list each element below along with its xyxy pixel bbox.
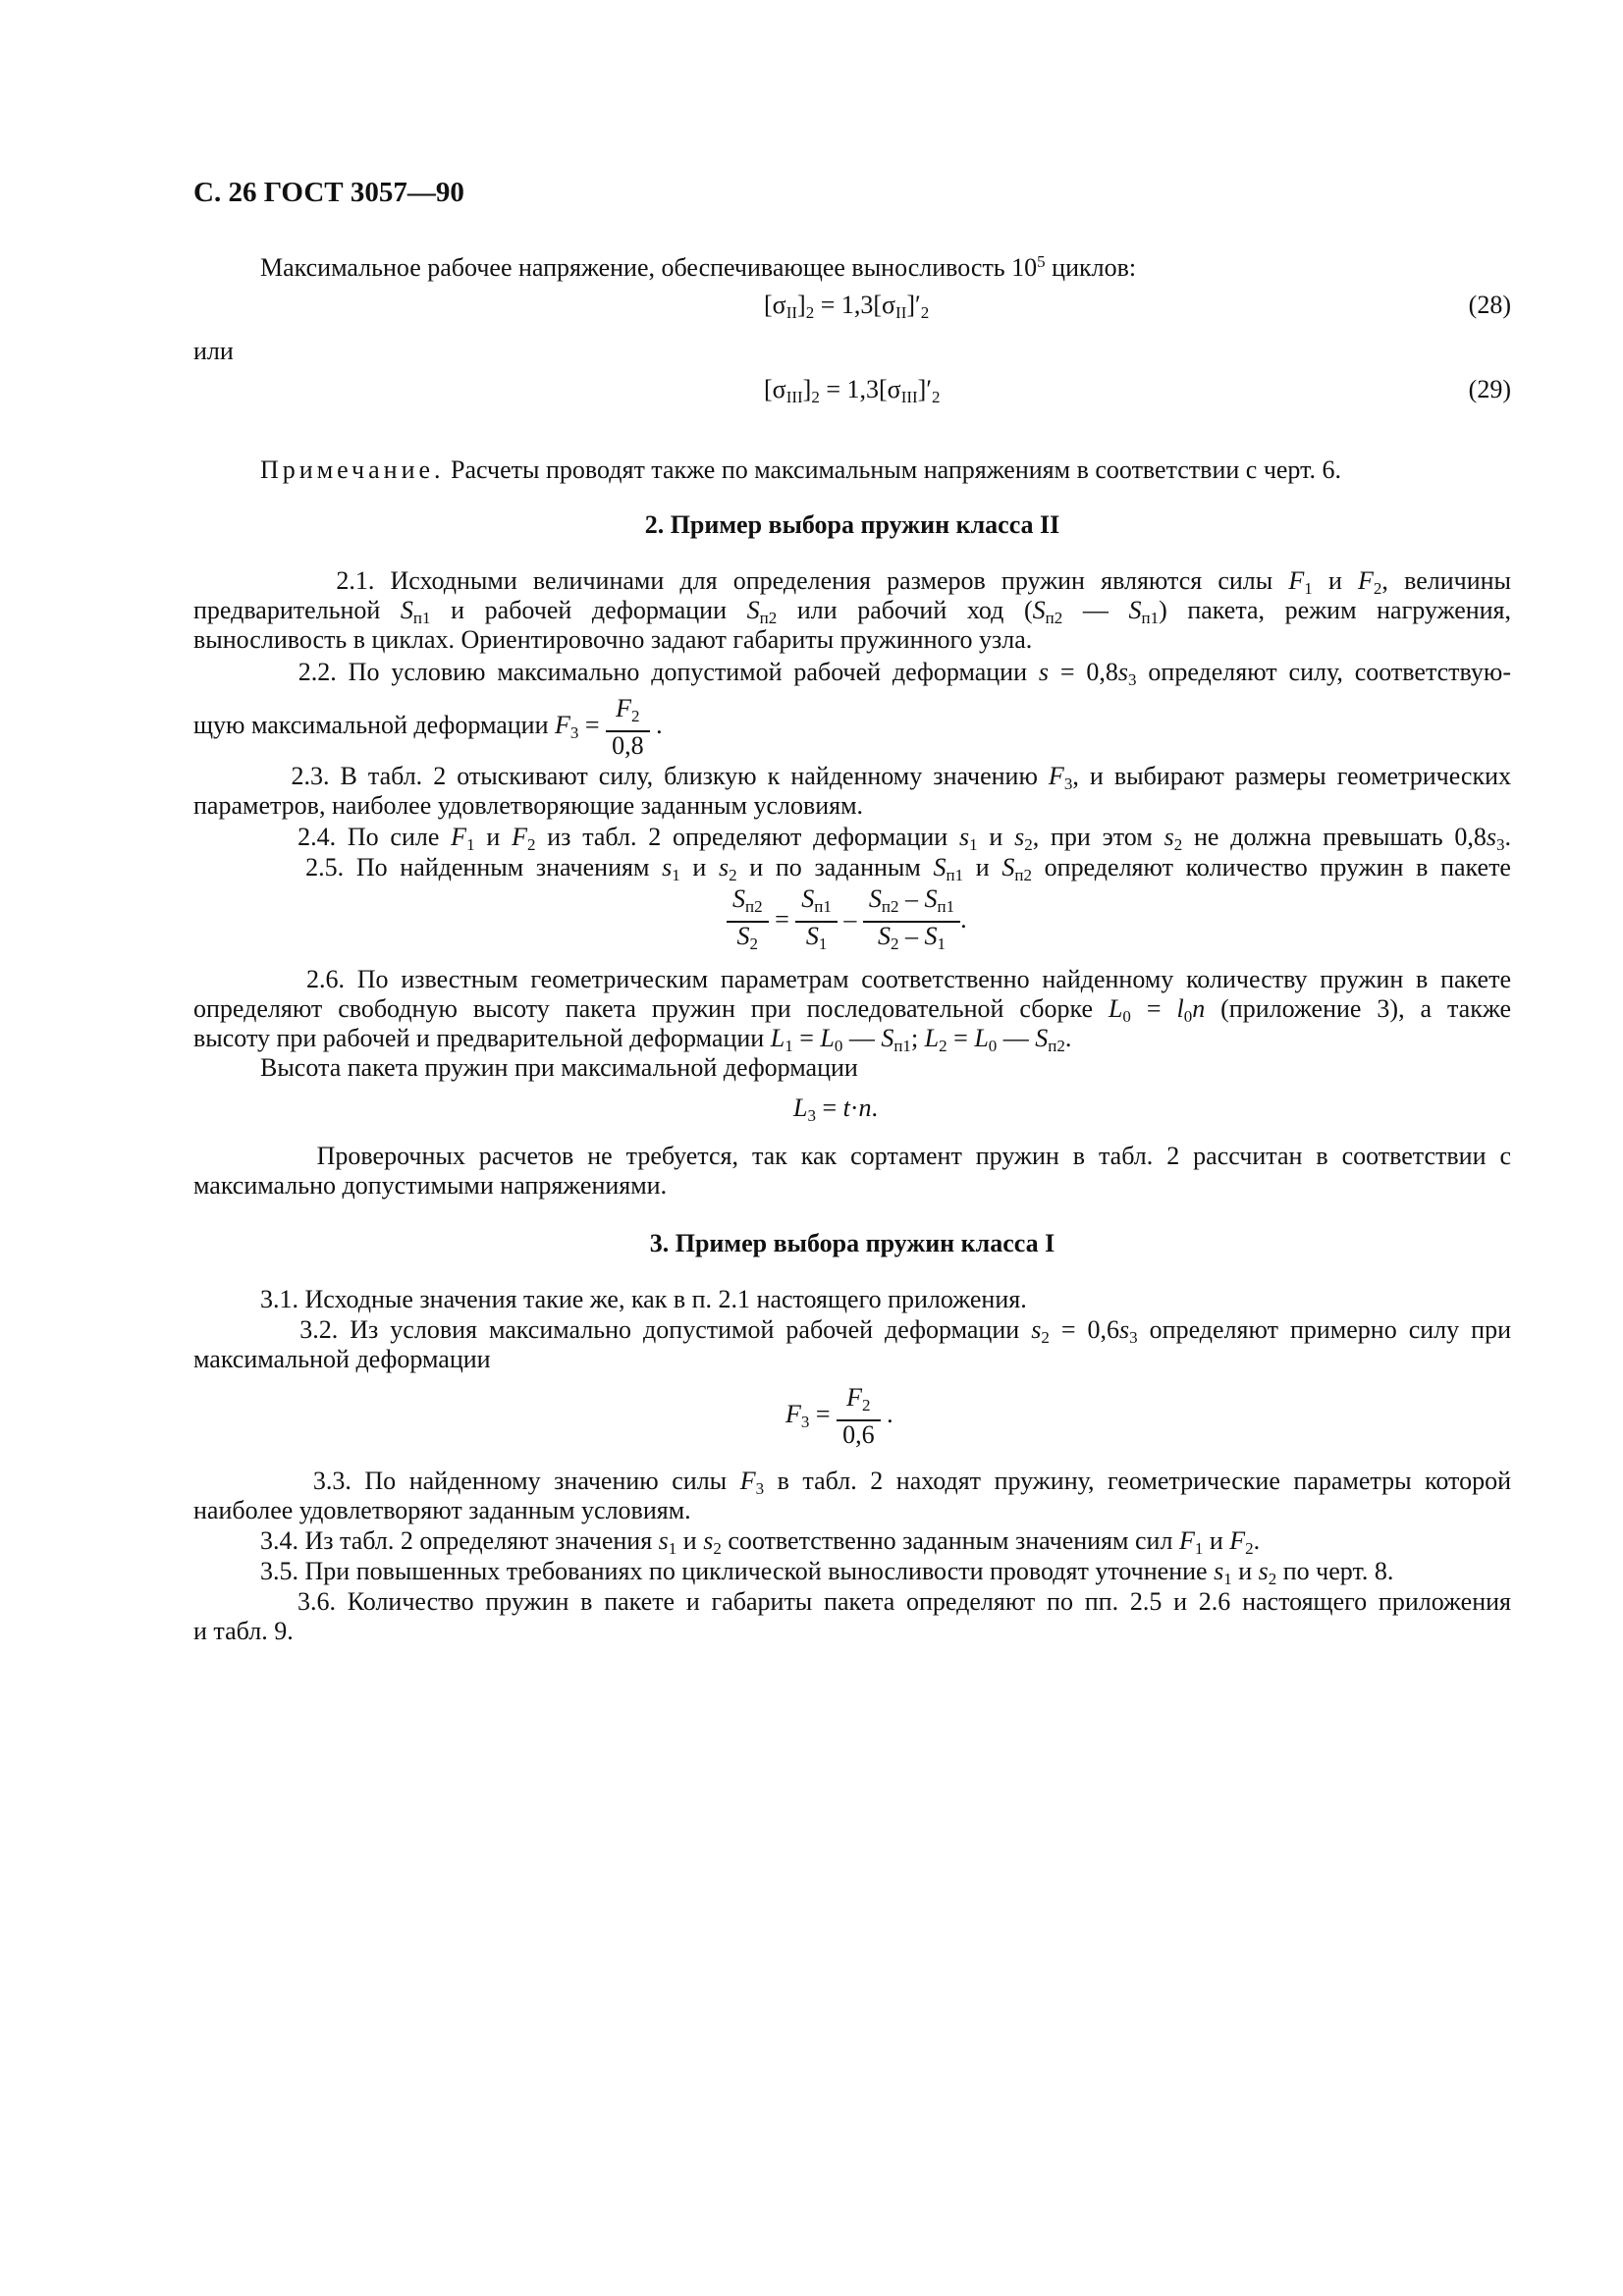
para-2-6-line3: высоту при рабочей и предварительной деформации $L_1 = L_0$ — $S_{п1}$; $L_2 = L_0$ — $S_{п2}$. — [193, 1024, 1072, 1055]
paragraph-intro: Максимальное рабочее напряжение, обеспечивающее выносливость $10^5$ циклов: — [260, 252, 1137, 282]
equation-L3: $L_3 = t\cdot n$. — [793, 1094, 879, 1125]
para-height: Высота пакета пружин при максимальной деформации — [260, 1053, 858, 1082]
para-3-3-line1: 3.3. По найденному значению силы $F_3$ в табл. 2 находят пружину, геометрические параметры которой — [193, 1467, 1511, 1498]
para-2-1-line2: предварительной $S_{п1}$ и рабочей деформации $S_{п2}$ или рабочий ход ($S_{п2}$ — $S_{п1}$) пакета, режим нагружения, — [193, 596, 1512, 627]
para-2-1-line3: выносливость в циклах. Ориентировочно задают габариты пружинного узла. — [193, 625, 1033, 654]
page-header: С. 26 ГОСТ 3057—90 — [193, 177, 464, 208]
para-2-6-line1: 2.6. По известным геометрическим параметрам соответственно найденному количеству пружин в пакете — [193, 965, 1511, 993]
para-2-4: 2.4. По силе $F_1$ и $F_2$ из табл. 2 определяют деформации $s_1$ и $s_2$, при этом $s_2$ не должна превышать $0,8s_3$. — [193, 823, 1511, 854]
para-2-5: 2.5. По найденным значениям $s_1$ и $s_2$ и по заданным $S_{п1}$ и $S_{п2}$ определяют количество пружин в пакете — [193, 853, 1511, 884]
equation-number-29: (29) — [1468, 375, 1511, 403]
para-3-6-line1: 3.6. Количество пружин в пакете и габариты пакета определяют по пп. 2.5 и 2.6 настоящего приложения — [297, 1587, 1512, 1616]
text-or: или — [193, 337, 234, 365]
para-2-3-line2: параметров, наиболее удовлетворяющие заданным условиям. — [193, 791, 864, 820]
para-3-3-line2: наиболее удовлетворяют заданным условиям. — [193, 1496, 691, 1524]
para-2-2-line2: щую максимальной деформации $F_3$ = $\frac{F_2}{0,8}$ . — [193, 694, 663, 760]
equation-F3-class1: $F_3$ = $\frac{F_2}{0,6}$ . — [785, 1383, 893, 1449]
para-3-6-line2: и табл. 9. — [193, 1617, 294, 1645]
para-3-2-line2: максимальной деформации — [193, 1345, 491, 1373]
section-3-title: 3. Пример выбора пружин класса I — [649, 1229, 1055, 1257]
para-2-2-line1: 2.2. По условию максимально допустимой рабочей деформации $s = 0,8s_3$ определяют силу, соответствую- — [193, 658, 1512, 689]
equation-number-28: (28) — [1468, 291, 1511, 319]
para-3-4: 3.4. Из табл. 2 определяют значения $s_1$ и $s_2$ соответственно заданным значениям сил $F_1$ и $F_2$. — [260, 1526, 1261, 1558]
para-2-3-line1: 2.3. В табл. 2 отыскивают силу, близкую к найденному значению $F_3$, и выбирают размеры геометрических — [193, 762, 1512, 793]
para-3-1: 3.1. Исходные значения такие же, как в п. 2.1 настоящего приложения. — [260, 1285, 1027, 1313]
para-3-2-line1: 3.2. Из условия максимально допустимой рабочей деформации $s_2 = 0,6s_3$ определяют примерно силу при — [193, 1315, 1511, 1347]
equation-29: $[\sigma_{III}]_2 = 1,3[\sigma_{III}]'_2$ — [764, 375, 941, 406]
para-2-1-line1: 2.1. Исходными величинами для определения размеров пружин являются силы $F_1$ и $F_2$, величины — [193, 566, 1512, 598]
note: Примечание. Расчеты проводят также по максимальным напряжениям в соответствии с черт. 6. — [260, 455, 1341, 484]
para-3-5: 3.5. При повышенных требованиях по циклической выносливости проводят уточнение $s_1$ и $s_2$ по черт. 8. — [260, 1557, 1394, 1588]
equation-packet-count: $\frac{S_{п2}}{S_2}$ = $\frac{S_{п1}}{S_1}$ – $\frac{S_{п2} - S_{п1}}{S_2 - S_1}$ . — [727, 885, 967, 958]
para-check-line1: Проверочных расчетов не требуется, так как сортамент пружин в табл. 2 рассчитан в соответствии с — [316, 1142, 1511, 1170]
section-2-title: 2. Пример выбора пружин класса II — [644, 510, 1060, 539]
para-check-line2: максимально допустимыми напряжениями. — [193, 1171, 668, 1200]
equation-28: $[\sigma_{II}]_2 = 1,3[\sigma_{II}]'_2$ — [764, 291, 930, 322]
para-2-6-line2: определяют свободную высоту пакета пружин при последовательной сборке $L_0 = l_0n$ (приложение 3), а также — [193, 994, 1511, 1026]
